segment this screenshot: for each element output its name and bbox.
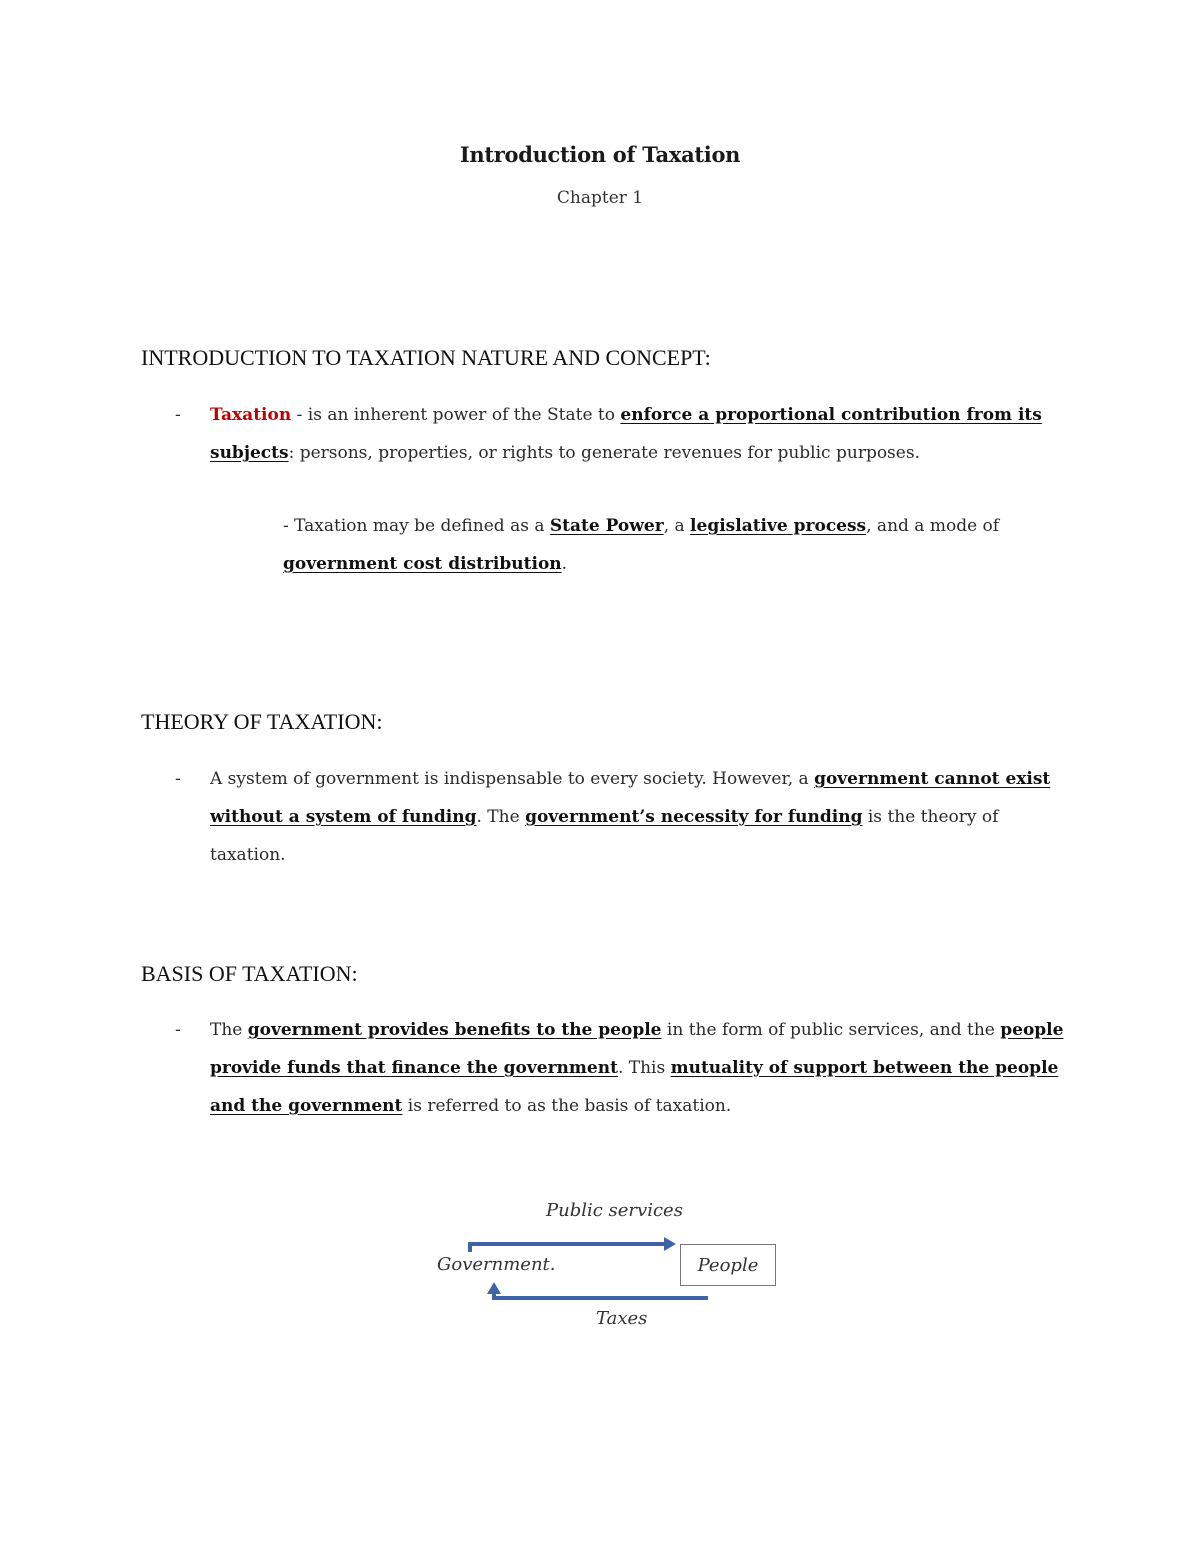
text-span: . — [561, 554, 568, 574]
text-span: : persons, properties, or rights to generate revenues for public purposes. — [288, 443, 920, 463]
section-heading-basis: BASIS OF TAXATION: — [141, 961, 358, 986]
up-arrowhead — [487, 1282, 501, 1294]
bullet-dash: - — [175, 1020, 181, 1040]
taxation-subdefinition-paragraph — [283, 507, 1043, 583]
people-label: People — [697, 1254, 759, 1276]
government-people-diagram — [420, 1190, 800, 1340]
section-heading-intro: INTRODUCTION TO TAXATION NATURE AND CONCEPT: — [141, 345, 711, 370]
taxes-label: Taxes — [596, 1308, 648, 1329]
bullet-dash: - — [175, 769, 181, 789]
text-span: The — [210, 1020, 248, 1040]
emphasis-underlined: government cost distribution — [283, 554, 562, 574]
document-subtitle: Chapter 1 — [556, 188, 644, 208]
document-title: Introduction of Taxation — [459, 142, 741, 167]
public-services-arrow — [470, 1244, 668, 1252]
term-taxation: Taxation — [210, 405, 292, 425]
text-span: , and a mode of — [866, 516, 1000, 536]
emphasis-underlined: people provide funds that finance the government — [210, 1020, 1064, 1078]
text-span: . This — [617, 1058, 671, 1078]
emphasis-underlined: government’s necessity for funding — [525, 807, 863, 827]
emphasis-underlined: government provides benefits to the people — [247, 1020, 662, 1040]
government-label: Government. — [437, 1254, 556, 1275]
public-services-label: Public services — [546, 1200, 683, 1221]
text-span: , a — [663, 516, 691, 536]
section-heading-theory: THEORY OF TAXATION: — [141, 709, 383, 734]
emphasis-underlined: State Power — [549, 516, 664, 536]
text-span: is referred to as the basis of taxation. — [402, 1096, 732, 1116]
people-box — [680, 1244, 776, 1286]
emphasis-underlined: mutuality of support between the people and the government — [210, 1058, 1059, 1116]
basis-paragraph — [210, 1011, 1070, 1125]
taxation-definition-paragraph — [210, 396, 1070, 472]
bullet-dash: - — [175, 405, 181, 425]
emphasis-underlined: legislative process — [690, 516, 867, 536]
text-span: in the form of public services, and the — [661, 1020, 1001, 1040]
text-span: A system of government is indispensable to every society. However, a — [210, 769, 815, 789]
theory-paragraph — [210, 760, 1070, 874]
text-span: . The — [476, 807, 526, 827]
emphasis-underlined: government cannot exist without a system of funding — [210, 769, 1051, 827]
text-span: - is an inherent power of the State to — [291, 405, 621, 425]
taxes-arrow — [494, 1290, 708, 1298]
text-span: is the theory of taxation. — [210, 807, 999, 865]
emphasis-underlined: enforce a proportional contribution from its subjects — [210, 405, 1042, 463]
text-span: - Taxation may be defined as a — [283, 516, 550, 536]
right-arrowhead — [664, 1237, 676, 1251]
